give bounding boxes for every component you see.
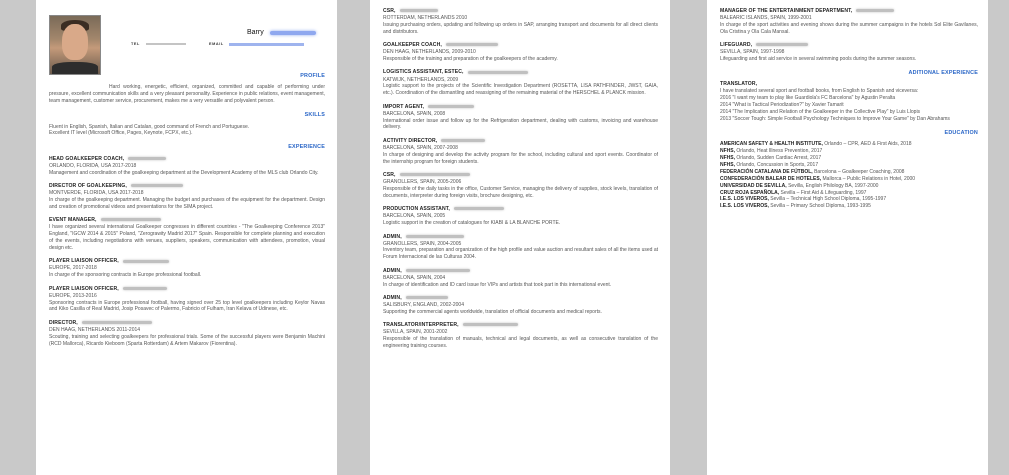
redacted-company — [406, 269, 470, 272]
entry-location-dates: GRANOLLERS, SPAIN, 2004-2005 — [383, 240, 462, 247]
education-detail: Sevilla – Primary School Diploma, 1993-1995 — [768, 203, 871, 210]
entry-title-text: PRODUCTION ASSISTANT, — [383, 206, 450, 213]
entry-title-text: CSR, — [383, 172, 396, 179]
redacted-company — [856, 9, 894, 12]
entry-location-dates: BALEARIC ISLANDS, SPAIN, 1999-2001 — [720, 15, 812, 22]
education-list — [720, 141, 978, 210]
section-education: EDUCATION — [944, 129, 978, 136]
entry-title — [49, 156, 325, 163]
redacted-company — [123, 287, 167, 290]
education-institution: FEDERACIÓN CATALANA DE FÚTBOL, — [720, 168, 813, 175]
skill-line: Excellent IT level (Microsoft Office, Pages, Keynote, FCPX, etc.). — [49, 130, 193, 137]
photo-shirt — [52, 62, 98, 74]
entry-description: Responsible of the daily tasks in the office, Customer Service, managing the delivery of supplies, stock levels, translation of documents, interpreter during foreign visits, brochure designing, etc. — [383, 185, 658, 199]
section-additional-experience: ADITIONAL EXPERIENCE — [908, 69, 978, 76]
entry-title — [383, 322, 658, 329]
resume-header — [49, 8, 325, 72]
redacted-company — [441, 139, 485, 142]
entry-description: Issuing purchasing orders, updating and following up orders in SAP, arranging transport and documents for all direct clients and distributors. — [383, 21, 658, 35]
education-detail: Sevilla – Technical High School Diploma, 1995-1997 — [768, 196, 887, 203]
education-institution: I.E.S. LOS VIVEROS, — [720, 203, 769, 210]
entry-title: TRANSLATOR, — [720, 81, 758, 88]
entry-title-text: LOGISTICS ASSISTANT, ESTEC, — [383, 69, 464, 76]
resume-page-2 — [370, 0, 670, 475]
education-item — [720, 190, 978, 197]
education-item — [720, 155, 978, 162]
education-institution: I.E.S. LOS VIVEROS, — [720, 196, 769, 203]
entry-title-text: MANAGER OF THE ENTERTAINMENT DEPARTMENT, — [720, 8, 853, 14]
entry-title-text: ADMIN, — [383, 295, 402, 302]
entry-location-dates: ROTTERDAM, NETHERLANDS 2010 — [383, 15, 468, 22]
entry-title — [383, 268, 658, 275]
entry-description: Lifeguarding and first aid service in several swimming pools during the summer seasons. — [720, 56, 917, 63]
experience-entry — [383, 206, 658, 227]
resume-page-1 — [36, 0, 337, 475]
tel-label: TEL — [131, 42, 140, 46]
translator-entry — [720, 81, 978, 122]
entry-title-text: PLAYER LIAISON OFFICER, — [49, 285, 119, 292]
entry-location-dates: EUROPE, 2013-2016 — [49, 292, 97, 299]
redacted-company — [400, 173, 470, 176]
entry-location-dates: SEVILLA, SPAIN, 1997-1998 — [720, 49, 785, 56]
resume-page-3 — [707, 0, 988, 475]
entry-title-text: TRANSLATOR/INTERPRETER, — [383, 322, 459, 329]
candidate-name: Barry — [247, 29, 264, 36]
entry-location-dates: BARCELONA, SPAIN, 2005 — [383, 213, 446, 220]
entry-location-dates: KATWIJK, NETHERLANDS, 2009 — [383, 76, 459, 83]
experience-entry — [49, 286, 325, 314]
experience-entry — [49, 258, 325, 279]
entry-description: International order issue and follow up for the Refrigeration department, dealing with customs, invoicing and warehouse delivery. — [383, 117, 658, 131]
education-item — [720, 183, 978, 190]
section-experience: EXPERIENCE — [288, 144, 325, 151]
entry-title — [383, 295, 658, 302]
email-label: EMAIL — [209, 42, 224, 46]
education-detail: Sevilla – First Aid & Lifeguarding, 1997 — [779, 189, 867, 196]
redacted-company — [468, 71, 528, 74]
entry-location-dates: ORLANDO, FLORIDA, USA 2017-2018 — [49, 162, 137, 169]
translator-line: 2016 "I want my team to play like Guardiola's FC Barcelona" by Agustin Peralta — [720, 95, 896, 102]
entry-title — [49, 320, 325, 327]
entry-title — [383, 8, 658, 15]
translator-line: 2013 "Soccer Tough: Simple Football Psychology Techniques to Improve Your Game" by Dan Abrahams — [720, 116, 950, 123]
education-item — [720, 141, 978, 148]
redacted-company — [463, 323, 518, 326]
experience-entry — [49, 217, 325, 252]
entry-title — [49, 286, 325, 293]
entry-title-text: DIRECTOR OF GOALKEEPING, — [49, 183, 127, 190]
experience-entry — [383, 322, 658, 350]
entry-title — [49, 217, 325, 224]
profile-text: Hard working, energetic, efficient, organized, committed and capable of performing under pressure, excellent communication skills and a very pleasant personality. Experience in public relations, event management, team management, customer service, procurement, makes me a very versatile and polyvalent person. — [49, 84, 325, 105]
entry-title — [383, 69, 658, 76]
section-profile: PROFILE — [300, 73, 325, 79]
entry-description: In charge of designing and develop the activity program for the school, including cultural and sport events. Coordinator of the internship program for foreign students. — [383, 151, 658, 165]
entry-title-text: ACTIVITY DIRECTOR, — [383, 137, 438, 144]
entry-location-dates: DEN HAAG, NETHERLANDS, 2009-2010 — [383, 49, 476, 56]
education-detail: Sevilla, English Philology BA, 1997-2000 — [786, 182, 879, 189]
section-skills: SKILLS — [304, 112, 325, 119]
entry-description: Logistic support to the projects of the Scientific Investigation Department (ROSETTA, LISA PATHFINDER, JWST, GAIA, etc.). Coordination of the dismantling and reassigning of the remaining material of the HERSCHEL & PLANCK mission. — [383, 83, 658, 97]
experience-entry — [49, 156, 325, 177]
entry-title-text: ADMIN, — [383, 233, 402, 240]
entry-title — [720, 8, 978, 15]
entry-title-text: IMPORT AGENT, — [383, 103, 425, 110]
experience-entry — [383, 104, 658, 132]
experience-entry — [720, 8, 978, 36]
experience-list — [720, 8, 978, 63]
entry-title-text: ADMIN, — [383, 267, 402, 274]
education-item — [720, 196, 978, 203]
entry-title — [49, 183, 325, 190]
education-institution: NFHS, — [720, 155, 735, 162]
entry-location-dates: MONTVERDE, FLORIDA, USA 2017-2018 — [49, 190, 144, 197]
entry-description: Supporting the commercial agents worldwide, translation of official documents and medical reports. — [383, 308, 602, 315]
education-detail: Orlando, Heat Illness Prevention, 2017 — [735, 148, 823, 155]
education-detail: Orlando, Sudden Cardiac Arrest, 2017 — [735, 155, 822, 162]
education-institution: UNIVERSIDAD DE SEVILLA, — [720, 182, 787, 189]
education-detail: Mallorca – Public Relations in Hotel, 2000 — [821, 175, 916, 182]
skill-line: Fluent in English, Spanish, Italian and Catalan, good command of French and Portuguese. — [49, 123, 250, 130]
education-detail: Orlando – CPR, AED & First Aids, 2018 — [822, 141, 912, 148]
entry-title-text: GOALKEEPER COACH, — [383, 42, 442, 49]
education-item — [720, 176, 978, 183]
experience-entry — [383, 295, 658, 316]
redacted-company — [82, 321, 152, 324]
redacted-company — [123, 260, 169, 263]
experience-entry — [383, 268, 658, 289]
redacted-company — [131, 184, 183, 187]
skills-list — [49, 124, 325, 138]
entry-description: I have organized several international Goalkeeper congresses in different countries - "The Goalkeeping Conference 2013" England, "IGCW 2014 & 2015" Poland, "Zerograwity Madrid 2017" Spain. Responsible for complete planning and execution of the events, including negotiations with venues, suppliers, speakers, communication with attendees, promotion, visual design etc. — [49, 224, 325, 251]
experience-entry — [49, 320, 325, 348]
entry-description: In charge of the sport activities and evening shows during the summer campaigns in the hotels Sol Elite Gavilanes, Ola Cristina y Ola Cala Mansal. — [720, 21, 978, 35]
entry-description: Logistic support in the creation of catalogues for KIABI & LA BLANCHE PORTE. — [383, 220, 561, 227]
redacted-company — [406, 235, 464, 238]
entry-title — [383, 172, 658, 179]
education-institution: NFHS, — [720, 162, 735, 169]
redacted-company — [406, 296, 448, 299]
education-item — [720, 203, 978, 210]
photo-face — [62, 24, 88, 60]
entry-description: In charge of the goalkeeping department. Managing the budget and purchases of the equipment for the department. Design and creation of promotional videos and presentations for the SIMA project. — [49, 197, 325, 210]
education-detail: Orlando, Concussion in Sports, 2017 — [735, 162, 819, 169]
education-institution: AMERICAN SAFETY & HEALTH INSTITUTE, — [720, 141, 823, 148]
entry-title — [383, 234, 658, 241]
redacted-company — [128, 157, 166, 160]
entry-title-text: PLAYER LIAISON OFFICER, — [49, 258, 119, 265]
entry-title — [383, 104, 658, 111]
entry-title-text: EVENT MANAGER, — [49, 217, 97, 224]
entry-description: Management and coordination of the goalkeeping department at the Development Academy of the MLS club Orlando City. — [49, 169, 319, 176]
entry-description: Inventory team, preparation and organization of the high profile and value auction and resultant sales of all the items used at Forum Internacional de las Culturas 2004. — [383, 247, 658, 261]
entry-title — [49, 258, 325, 265]
entry-title-text: LIFEGUARD, — [720, 42, 753, 49]
education-institution: CONFEDERACIÓN BALEAR DE HOTELES, — [720, 175, 822, 182]
experience-entry — [720, 42, 978, 63]
experience-list — [49, 156, 325, 348]
entry-location-dates: BARCELONA, SPAIN, 2004 — [383, 274, 446, 281]
entry-description: Scouting, training and selecting goalkeepers for professional trials. Some of the successful players were Benjamin Machini (RCD Mallorca), Ricardo Kieboom (Sparta Rotterdam) & Artem Makarov (Fiorentina). — [49, 333, 325, 347]
entry-description: Responsible of the training and preparation of the goalkeepers of the academy. — [383, 56, 558, 63]
entry-title-text: CSR, — [383, 8, 396, 14]
entry-location-dates: EUROPE, 2017-2018 — [49, 265, 97, 272]
profile-photo — [49, 15, 101, 75]
entry-description: In charge of identification and ID card issue for VIPs and artists that took part in this international event. — [383, 281, 612, 288]
entry-title-text: DIRECTOR, — [49, 319, 78, 326]
redacted-surname — [270, 31, 316, 35]
experience-entry — [383, 172, 658, 200]
entry-description: In charge of the sponsoring contracts in Europe professional football. — [49, 272, 202, 279]
redacted-company — [428, 105, 474, 108]
redacted-company — [756, 43, 808, 46]
entry-description: Sponsoring contracts in Europe professional football, having signed over 25 top level goalkeepers including Keylor Navas and Kiko Casilla of Real Madrid, Josip Posavec of Palermo, Fabricio of Fulham, Iran Kelava of Udinese, etc. — [49, 299, 325, 313]
experience-entry — [49, 183, 325, 211]
entry-location-dates: BARCELONA, SPAIN, 2008 — [383, 110, 446, 117]
experience-entry — [383, 42, 658, 63]
entry-title — [383, 138, 658, 145]
translator-line: I have translated several sport and football books, from English to Spanish and viceversa: — [720, 88, 919, 95]
redacted-email — [229, 43, 304, 46]
education-item — [720, 148, 978, 155]
entry-title — [383, 42, 658, 49]
entry-description: Responsible of the translation of manuals, technical and legal documents, as well as consecutive translation of the engineering training courses. — [383, 336, 658, 350]
experience-entry — [383, 8, 658, 36]
entry-title-text: HEAD GOALKEEPER COACH, — [49, 155, 125, 162]
entry-title — [720, 42, 978, 49]
translator-line: 2014 "What is Tactical Periodization?" by Xavier Tamarit — [720, 102, 844, 109]
entry-location-dates: DEN HAAG, NETHERLANDS 2011-2014 — [49, 326, 141, 333]
entry-location-dates: BARCELONA, SPAIN, 2007-2008 — [383, 144, 458, 151]
redacted-company — [400, 9, 438, 12]
education-institution: NFHS, — [720, 148, 735, 155]
entry-title — [383, 206, 658, 213]
translator-line: 2014 "The Implication and Relation of the Goalkeeper in the Collective Play" by Luis Llopis — [720, 109, 921, 116]
education-item — [720, 162, 978, 169]
entry-location-dates: GRANOLLERS, SPAIN, 2005-2006 — [383, 179, 462, 186]
education-detail: Barcelona – Goalkeeper Coaching, 2008 — [812, 168, 905, 175]
experience-entry — [383, 138, 658, 166]
experience-list — [383, 8, 658, 350]
entry-location-dates: SEVILLA, SPAIN, 2001-2002 — [383, 329, 448, 336]
entry-location-dates: SALISBURY, ENGLAND, 2002-2004 — [383, 302, 464, 309]
education-institution: CRUZ ROJA ESPAÑOLA, — [720, 189, 780, 196]
experience-entry — [383, 69, 658, 97]
redacted-company — [454, 207, 504, 210]
redacted-company — [101, 218, 161, 221]
education-item — [720, 169, 978, 176]
redacted-phone — [146, 43, 186, 45]
experience-entry — [383, 234, 658, 262]
redacted-company — [446, 43, 498, 46]
